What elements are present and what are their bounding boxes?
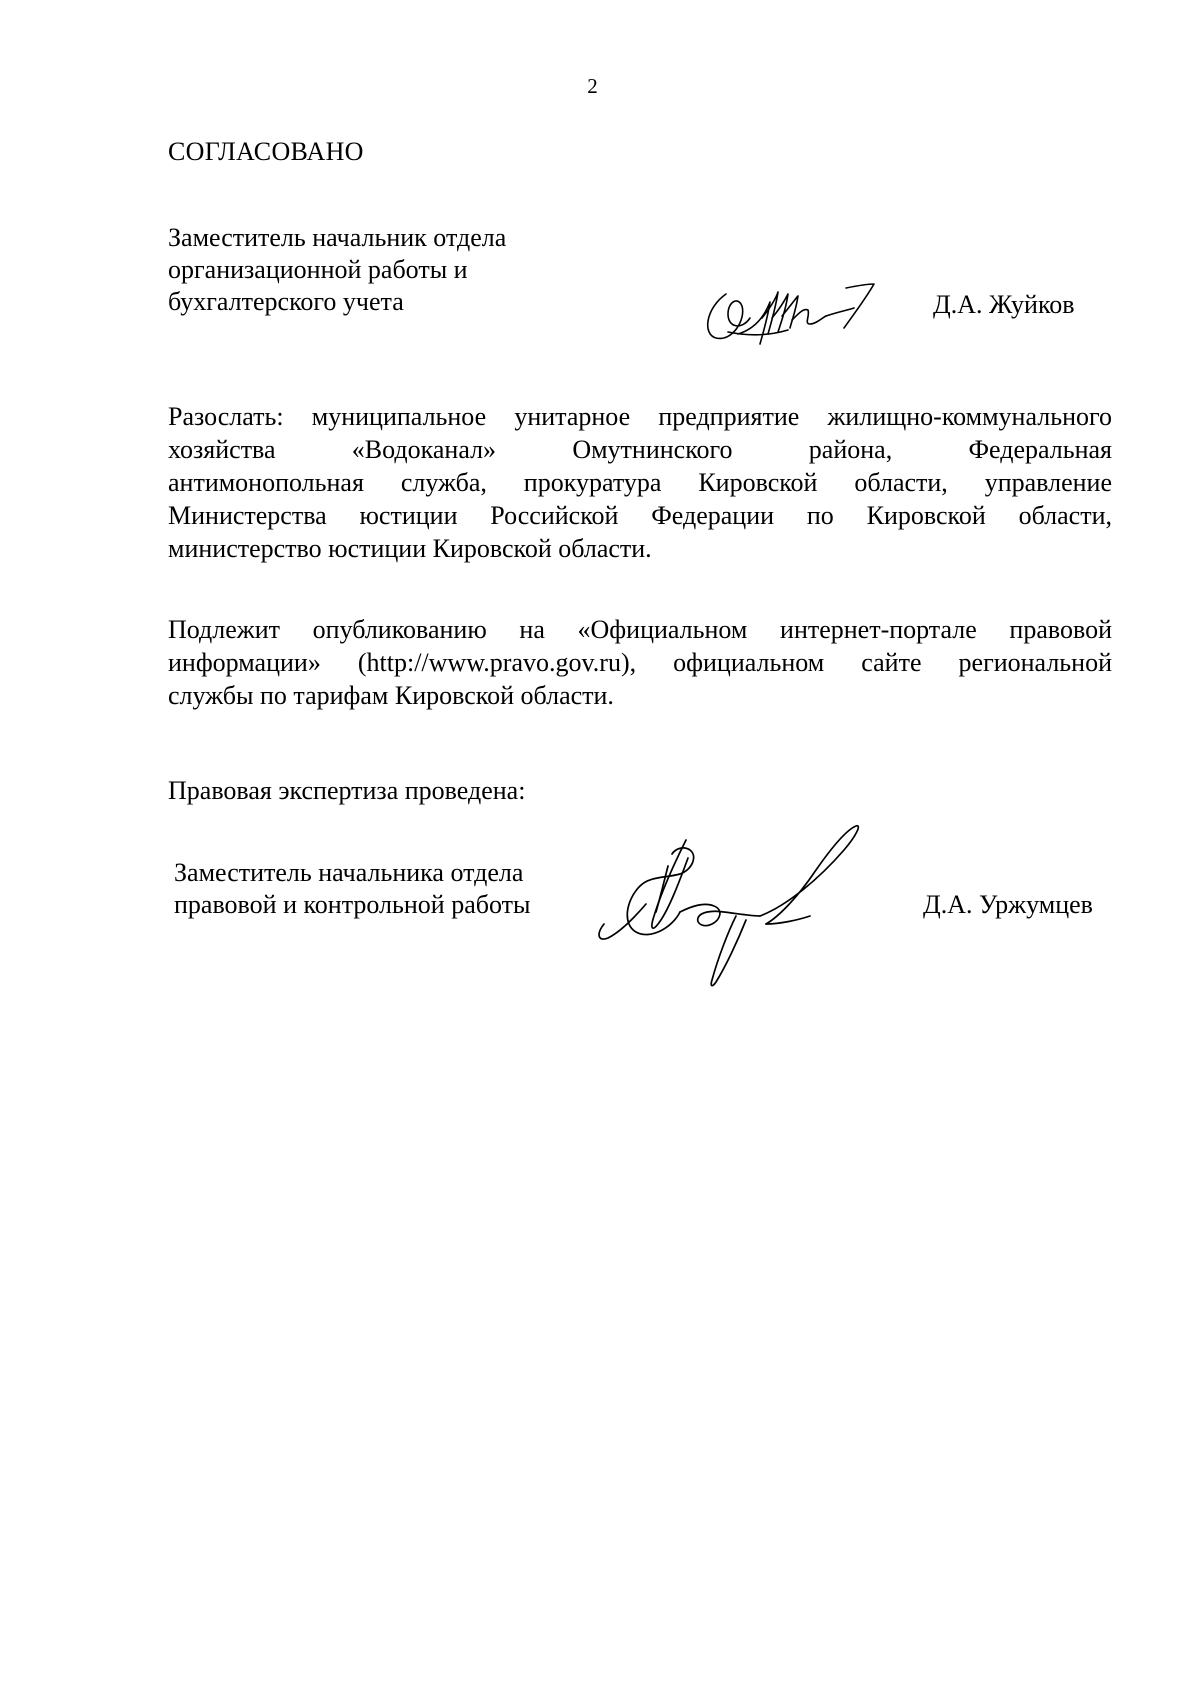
approver-position-line: Заместитель начальник отдела bbox=[168, 223, 507, 252]
approver-signature bbox=[698, 272, 918, 352]
approver-position bbox=[168, 222, 588, 318]
expert-position-line: Заместитель начальника отдела bbox=[174, 858, 524, 887]
page-number: 2 bbox=[587, 74, 598, 98]
distribution-line: Министерства юстиции Российской Федерации по Кировской области, bbox=[168, 501, 1112, 530]
publication-line: службы по тарифам Кировской области. bbox=[168, 681, 614, 710]
publication-line: Подлежит опубликованию на «Официальном интернет-портале правовой bbox=[168, 615, 1112, 644]
distribution-line: министерство юстиции Кировской области. bbox=[168, 534, 652, 563]
expert-position bbox=[174, 857, 530, 921]
legal-review-heading: Правовая экспертиза проведена: bbox=[168, 776, 526, 805]
distribution-line: хозяйства «Водоканал» Омутнинского района, Федеральная bbox=[168, 435, 1112, 464]
approver-position-line: бухгалтерского учета bbox=[168, 287, 404, 316]
publication-paragraph bbox=[168, 613, 1112, 712]
distribution-line: антимонопольная служба, прокуратура Кировской области, управление bbox=[168, 468, 1112, 497]
agreed-heading: СОГЛАСОВАНО bbox=[168, 137, 364, 166]
expert-signature bbox=[580, 820, 880, 995]
distribution-paragraph bbox=[168, 400, 1112, 565]
approver-position-line: организационной работы и bbox=[168, 255, 468, 284]
expert-position-line: правовой и контрольной работы bbox=[174, 890, 531, 919]
distribution-line: Разослать: муниципальное унитарное предприятие жилищно-коммунального bbox=[168, 402, 1112, 431]
publication-line: информации» (http://www.pravo.gov.ru), официальном сайте региональной bbox=[168, 648, 1112, 677]
expert-name: Д.А. Уржумцев bbox=[923, 890, 1093, 919]
approver-name: Д.А. Жуйков bbox=[933, 290, 1075, 319]
